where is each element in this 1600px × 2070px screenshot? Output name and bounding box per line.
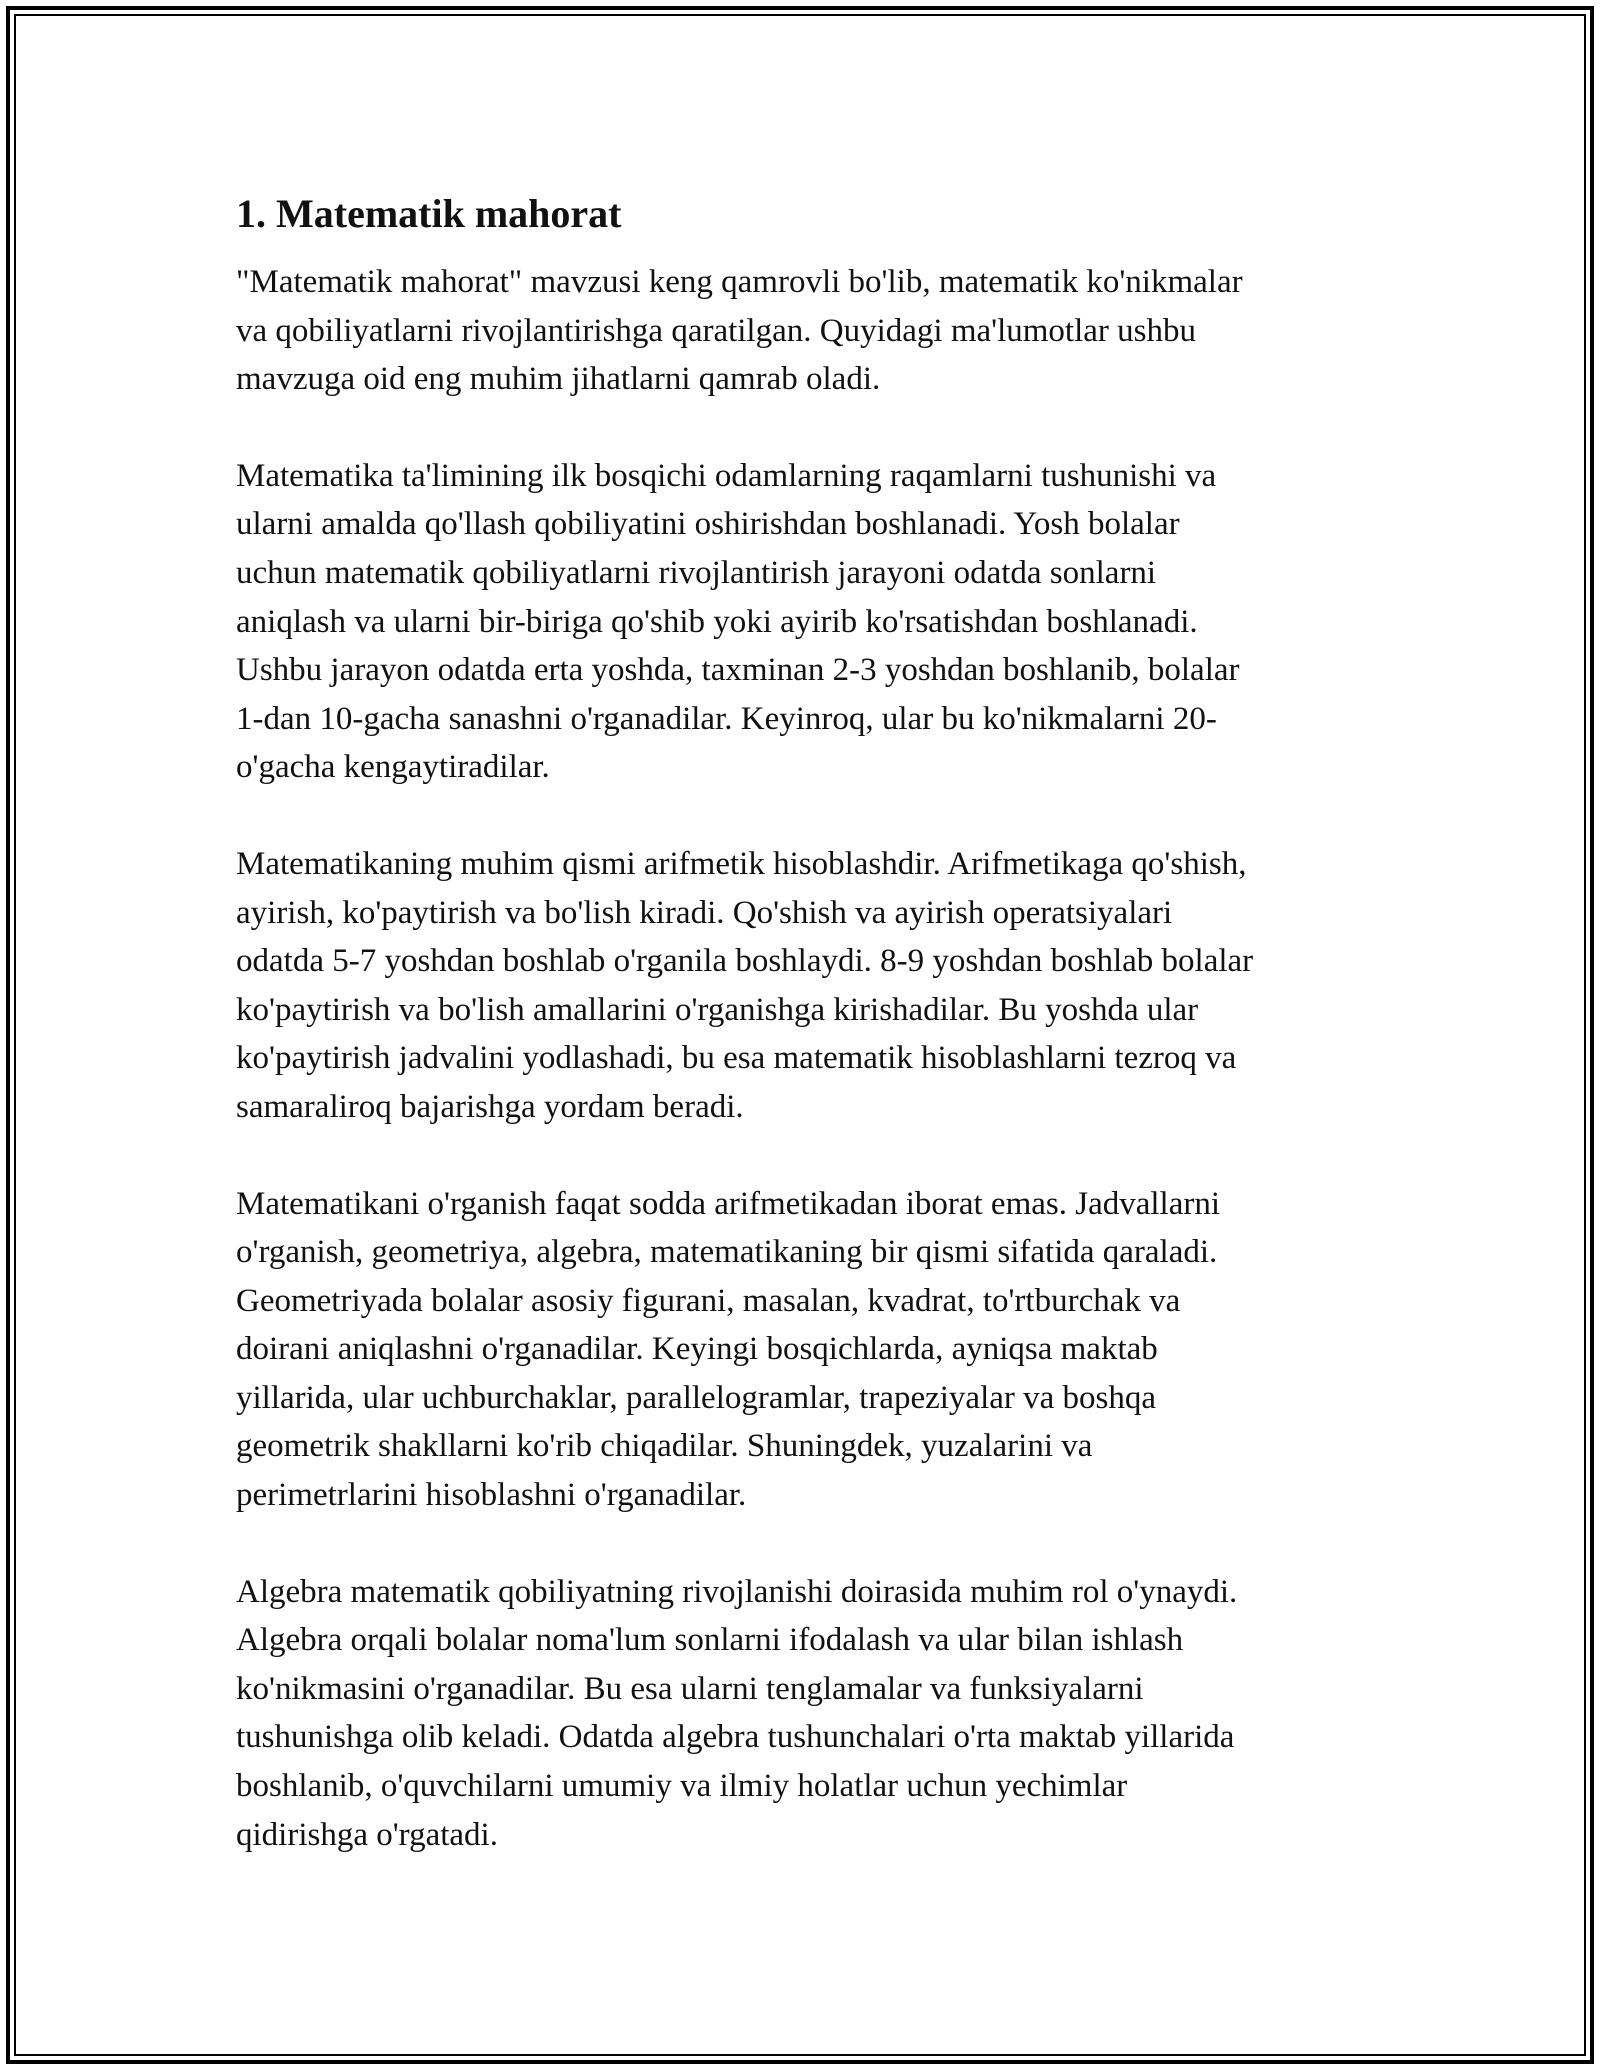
text-line: 1-dan 10-gacha sanashni o'rganadilar. Keyinroq, ular bu ko'nikmalarni 20- <box>236 700 1217 737</box>
text-line: yillarida, ular uchburchaklar, parallelogramlar, trapeziyalar va boshqa <box>236 1379 1157 1416</box>
text-line: doirani aniqlashni o'rganadilar. Keyingi bosqichlarda, ayniqsa maktab <box>236 1331 1158 1368</box>
text-line: ularni amalda qo'llash qobiliyatini oshirishdan boshlanadi. Yosh bolalar <box>236 506 1180 543</box>
text-line: "Matematik mahorat" mavzusi keng qamrovli bo'lib, matematik ko'nikmalar <box>236 264 1243 300</box>
text-line: o'gacha kengaytiradilar. <box>236 749 550 786</box>
paragraph <box>236 840 1386 1132</box>
text-line: ko'nikmasini o'rganadilar. Bu esa ularni tenglamalar va funksiyalarni <box>236 1670 1144 1707</box>
paragraph <box>236 258 1386 404</box>
text-line: Algebra orqali bolalar noma'lum sonlarni ifodalash va ular bilan ishlash <box>236 1622 1184 1659</box>
text-line: ko'paytirish va bo'lish amallarini o'rganishga kirishadilar. Bu yoshda ular <box>236 991 1199 1028</box>
text-line: ko'paytirish jadvalini yodlashadi, bu esa matematik hisoblashlarni tezroq va <box>236 1040 1237 1077</box>
text-line: Matematika ta'limining ilk bosqichi odamlarning raqamlarni tushunishi va <box>236 457 1217 494</box>
section-heading: 1. Matematik mahorat <box>236 191 622 236</box>
text-line: geometrik shakllarni ko'rib chiqadilar. Shuningdek, yuzalarini va <box>236 1428 1093 1465</box>
paragraph <box>236 1180 1386 1520</box>
text-line: perimetrlarini hisoblashni o'rganadilar. <box>236 1477 747 1514</box>
text-line: mavzuga oid eng muhim jihatlarni qamrab oladi. <box>236 361 881 398</box>
text-line: Geometriyada bolalar asosiy figurani, masalan, kvadrat, to'rtburchak va <box>236 1282 1181 1319</box>
paragraph <box>236 452 1386 792</box>
text-line: o'rganish, geometriya, algebra, matematikaning bir qismi sifatida qaraladi. <box>236 1234 1218 1271</box>
text-line: samaraliroq bajarishga yordam beradi. <box>236 1088 744 1125</box>
text-line: uchun matematik qobiliyatlarni rivojlantirish jarayoni odatda sonlarni <box>236 554 1157 591</box>
text-line: Matematikani o'rganish faqat sodda arifmetikadan iborat emas. Jadvallarni <box>236 1185 1221 1222</box>
text-line: va qobiliyatlarni rivojlantirishga qaratilgan. Quyidagi ma'lumotlar ushbu <box>236 312 1196 349</box>
text-line: Ushbu jarayon odatda erta yoshda, taxminan 2-3 yoshdan boshlanib, bolalar <box>236 652 1240 689</box>
paragraphs <box>236 258 1386 1859</box>
paragraph <box>236 1568 1386 1860</box>
text-line: odatda 5-7 yoshdan boshlab o'rganila boshlaydi. 8-9 yoshdan boshlab bolalar <box>236 943 1254 980</box>
text-line: Algebra matematik qobiliyatning rivojlanishi doirasida muhim rol o'ynaydi. <box>236 1573 1238 1610</box>
text-line: ayirish, ko'paytirish va bo'lish kiradi. Qo'shish va ayirish operatsiyalari <box>236 894 1173 931</box>
text-line: boshlanib, o'quvchilarni umumiy va ilmiy holatlar uchun yechimlar <box>236 1768 1128 1805</box>
text-line: aniqlash va ularni bir-biriga qo'shib yoki ayirib ko'rsatishdan boshlanadi. <box>236 603 1198 640</box>
text-line: tushunishga olib keladi. Odatda algebra tushunchalari o'rta maktab yillarida <box>236 1719 1235 1756</box>
text-line: Matematikaning muhim qismi arifmetik hisoblashdir. Arifmetikaga qo'shish, <box>236 845 1247 882</box>
text-line: qidirishga o'rgatadi. <box>236 1816 498 1853</box>
document-body <box>236 188 1386 1907</box>
